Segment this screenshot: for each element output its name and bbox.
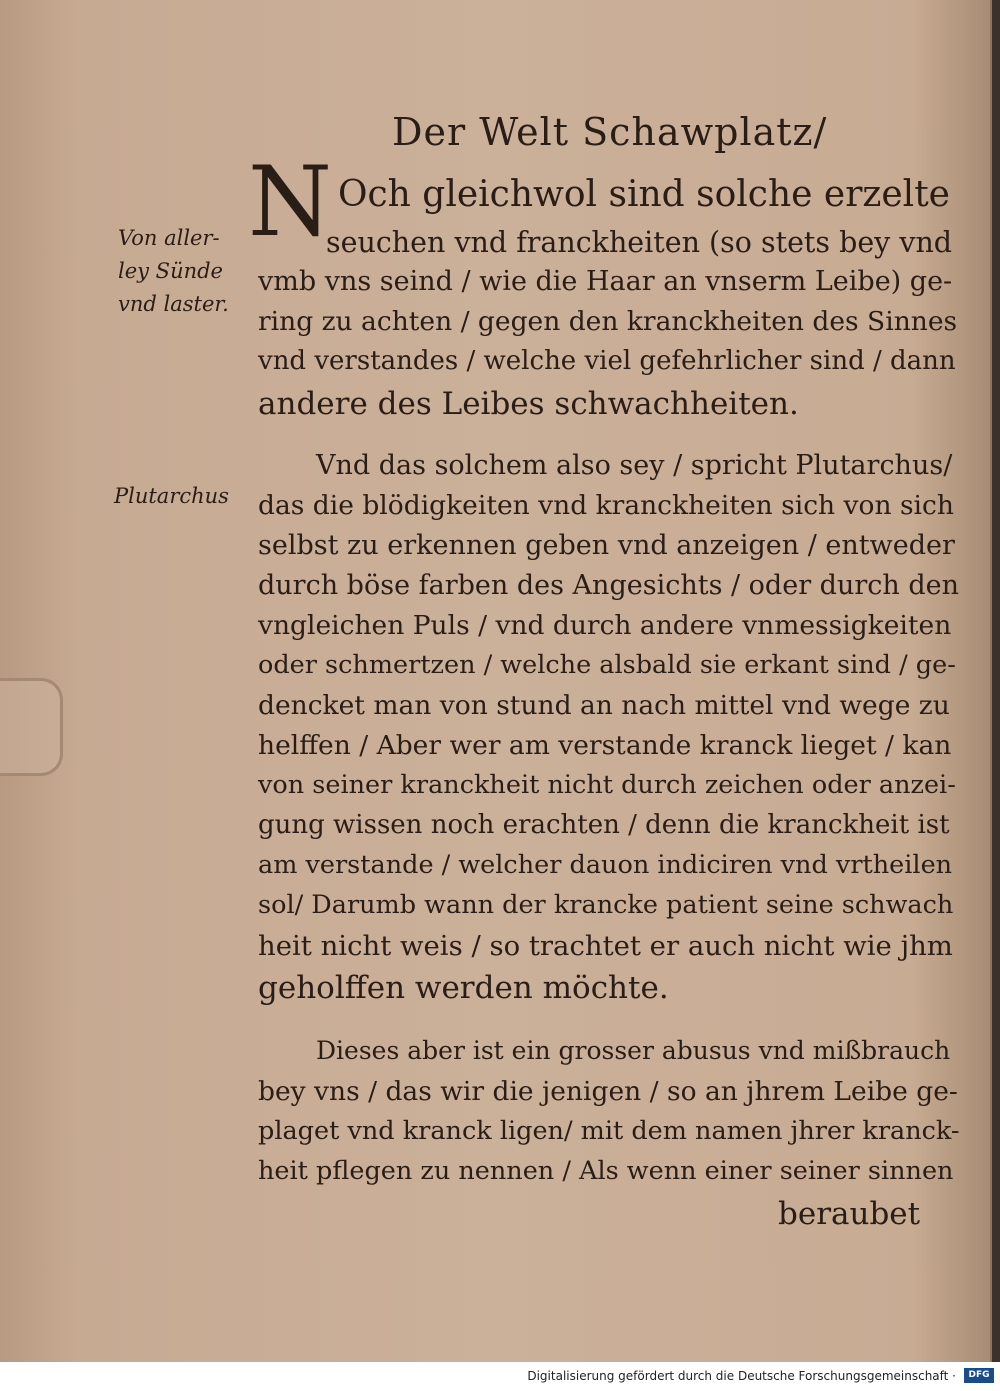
text-line: Och gleichwol sind solche erzelte bbox=[338, 174, 950, 215]
text-line: sol/ Darumb wann der krancke patient seine schwach bbox=[258, 890, 954, 920]
text-line: ring zu achten / gegen den kranckheiten des Sinnes bbox=[258, 306, 958, 337]
margin-note-sins bbox=[118, 222, 229, 321]
margin-note-line: Plutarchus bbox=[114, 484, 229, 508]
drop-cap: N bbox=[248, 146, 332, 258]
text-line: von seiner kranckheit nicht durch zeichen oder anzei- bbox=[258, 770, 956, 800]
text-line: heit pflegen zu nennen / Als wenn einer seiner sinnen bbox=[258, 1156, 954, 1186]
text-line: gung wissen noch erachten / denn die kranckheit ist bbox=[258, 810, 950, 840]
running-header: Der Welt Schawplatz/ bbox=[392, 110, 828, 154]
text-line: vnd verstandes / welche viel gefehrlicher sind / dann bbox=[258, 346, 956, 376]
margin-note-plutarchus bbox=[114, 480, 229, 513]
text-line: oder schmertzen / welche alsbald sie erkant sind / ge- bbox=[258, 650, 956, 680]
text-line: durch böse farben des Angesichts / oder durch den bbox=[258, 570, 960, 601]
page-clip bbox=[0, 678, 63, 776]
footer-bar bbox=[0, 1362, 1000, 1391]
margin-note-line: vnd laster. bbox=[118, 292, 229, 316]
text-line: selbst zu erkennen geben vnd anzeigen / entweder bbox=[258, 530, 955, 561]
footer-credit: Digitalisierung gefördert durch die Deutsche Forschungsgemeinschaft · bbox=[527, 1369, 956, 1383]
text-line: plaget vnd kranck ligen/ mit dem namen jhrer kranck- bbox=[258, 1116, 960, 1146]
text-line: helffen / Aber wer am verstande kranck lieget / kan bbox=[258, 730, 952, 761]
text-line: am verstande / welcher dauon indiciren vnd vrtheilen bbox=[258, 850, 953, 880]
text-line: vngleichen Puls / vnd durch andere vnmessigkeiten bbox=[258, 610, 952, 641]
text-line: seuchen vnd franckheiten (so stets bey vnd bbox=[326, 226, 953, 259]
text-line: Vnd das solchem also sey / spricht Plutarchus/ bbox=[316, 450, 953, 481]
dfg-logo: DFG bbox=[964, 1368, 994, 1383]
catchword: beraubet bbox=[778, 1196, 921, 1232]
text-line: andere des Leibes schwachheiten. bbox=[258, 386, 799, 422]
text-line: das die blödigkeiten vnd kranckheiten sich von sich bbox=[258, 490, 954, 521]
text-line: vmb vns seind / wie die Haar an vnserm Leibe) ge- bbox=[258, 266, 953, 297]
margin-note-line: Von aller- bbox=[118, 226, 220, 250]
text-line: bey vns / das wir die jenigen / so an jhrem Leibe ge- bbox=[258, 1076, 958, 1107]
margin-note-line: ley Sünde bbox=[118, 259, 223, 283]
text-line: dencket man von stund an nach mittel vnd wege zu bbox=[258, 690, 950, 721]
text-line: Dieses aber ist ein grosser abusus vnd mißbrauch bbox=[316, 1036, 951, 1065]
text-line: heit nicht weis / so trachtet er auch nicht wie jhm bbox=[258, 930, 953, 962]
text-line: geholffen werden möchte. bbox=[258, 970, 669, 1006]
